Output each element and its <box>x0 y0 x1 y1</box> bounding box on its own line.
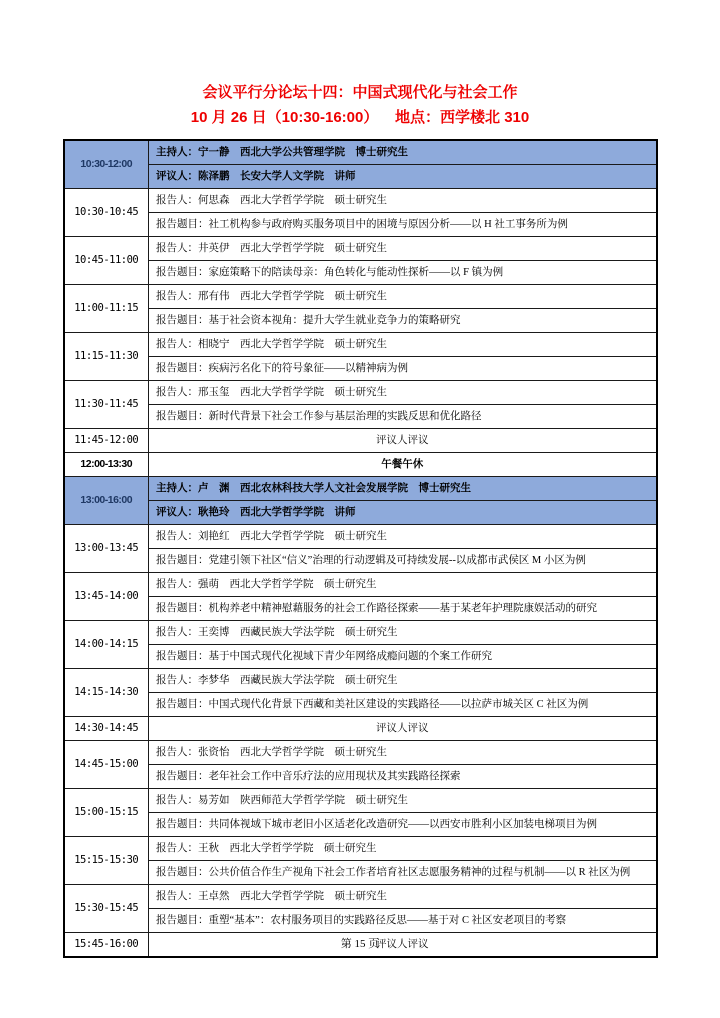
talk-row <box>64 597 657 621</box>
review-cell: 评议人评议 <box>149 717 657 741</box>
talk-row <box>64 237 657 261</box>
review-cell: 评议人评议 <box>149 429 657 453</box>
presenter-cell: 报告人：相晓宁 西北大学哲学学院 硕士研究生 <box>149 333 657 357</box>
session-header-row <box>64 165 657 189</box>
talk-row <box>64 765 657 789</box>
schedule-table <box>63 139 658 958</box>
discussant-cell: 评议人：陈泽鹏 长安大学人文学院 讲师 <box>149 165 657 189</box>
time-cell: 15:00-15:15 <box>64 789 149 837</box>
presenter-cell: 报告人：李梦华 西藏民族大学法学院 硕士研究生 <box>149 669 657 693</box>
review-cell: 评议人评议 <box>149 933 657 958</box>
time-cell: 13:00-16:00 <box>64 477 149 525</box>
page-footer: 第 15 页 <box>340 938 380 950</box>
talk-row <box>64 861 657 885</box>
session-header-row <box>64 501 657 525</box>
talk-row <box>64 405 657 429</box>
presenter-cell: 报告人：王奕博 西藏民族大学法学院 硕士研究生 <box>149 621 657 645</box>
time-cell: 13:00-13:45 <box>64 525 149 573</box>
time-cell: 12:00-13:30 <box>64 453 149 477</box>
moderator-cell: 主持人：宁一静 西北大学公共管理学院 博士研究生 <box>149 140 657 165</box>
topic-cell: 报告题目：老年社会工作中音乐疗法的应用现状及其实践路径探索 <box>149 765 657 789</box>
session-header-row <box>64 477 657 501</box>
talk-row <box>64 645 657 669</box>
moderator-cell: 主持人：卢 渊 西北农林科技大学人文社会发展学院 博士研究生 <box>149 477 657 501</box>
break-cell: 午餐午休 <box>149 453 657 477</box>
talk-row <box>64 621 657 645</box>
time-cell: 11:30-11:45 <box>64 381 149 429</box>
talk-row <box>64 573 657 597</box>
talk-row <box>64 789 657 813</box>
talk-row <box>64 837 657 861</box>
schedule-table-body <box>64 140 657 957</box>
topic-cell: 报告题目：基于中国式现代化视域下青少年网络成瘾问题的个案工作研究 <box>149 645 657 669</box>
topic-cell: 报告题目：共同体视域下城市老旧小区适老化改造研究——以西安市胜利小区加装电梯项目为例 <box>149 813 657 837</box>
talk-row <box>64 357 657 381</box>
topic-cell: 报告题目：公共价值合作生产视角下社会工作者培育社区志愿服务精神的过程与机制——以 R 社区为例 <box>149 861 657 885</box>
presenter-cell: 报告人：何思森 西北大学哲学学院 硕士研究生 <box>149 189 657 213</box>
talk-row <box>64 549 657 573</box>
topic-cell: 报告题目：党建引领下社区“信义”治理的行动逻辑及可持续发展--以成都市武侯区 M 小区为例 <box>149 549 657 573</box>
time-cell: 11:00-11:15 <box>64 285 149 333</box>
time-cell: 11:15-11:30 <box>64 333 149 381</box>
time-cell: 15:30-15:45 <box>64 885 149 933</box>
page-title: 会议平行分论坛十四：中国式现代化与社会工作 <box>202 84 518 101</box>
talk-row <box>64 741 657 765</box>
topic-cell: 报告题目：重塑“基本”：农村服务项目的实践路径反思——基于对 C 社区安老项目的考察 <box>149 909 657 933</box>
time-cell: 14:00-14:15 <box>64 621 149 669</box>
presenter-cell: 报告人：邢玉玺 西北大学哲学学院 硕士研究生 <box>149 381 657 405</box>
topic-cell: 报告题目：基于社会资本视角：提升大学生就业竞争力的策略研究 <box>149 309 657 333</box>
presenter-cell: 报告人：刘艳红 西北大学哲学学院 硕士研究生 <box>149 525 657 549</box>
single-row <box>64 429 657 453</box>
talk-row <box>64 693 657 717</box>
topic-cell: 报告题目：社工机构参与政府购买服务项目中的困境与原因分析——以 H 社工事务所为例 <box>149 213 657 237</box>
presenter-cell: 报告人：井英伊 西北大学哲学学院 硕士研究生 <box>149 237 657 261</box>
time-cell: 10:30-12:00 <box>64 140 149 189</box>
topic-cell: 报告题目：疾病污名化下的符号象征——以精神病为例 <box>149 357 657 381</box>
page-subtitle: 10 月 26 日（10:30-16:00） 地点：西学楼北 310 <box>190 109 530 126</box>
talk-row <box>64 813 657 837</box>
topic-cell: 报告题目：新时代背景下社会工作参与基层治理的实践反思和优化路径 <box>149 405 657 429</box>
presenter-cell: 报告人：强萌 西北大学哲学学院 硕士研究生 <box>149 573 657 597</box>
talk-row <box>64 909 657 933</box>
talk-row <box>64 669 657 693</box>
talk-row <box>64 213 657 237</box>
presenter-cell: 报告人：王卓然 西北大学哲学学院 硕士研究生 <box>149 885 657 909</box>
topic-cell: 报告题目：机构养老中精神慰藉服务的社会工作路径探索——基于某老年护理院康娱活动的研究 <box>149 597 657 621</box>
talk-row <box>64 885 657 909</box>
presenter-cell: 报告人：易芳如 陕西师范大学哲学学院 硕士研究生 <box>149 789 657 813</box>
talk-row <box>64 381 657 405</box>
topic-cell: 报告题目：中国式现代化背景下西藏和美社区建设的实践路径——以拉萨市城关区 C 社区为例 <box>149 693 657 717</box>
talk-row <box>64 333 657 357</box>
presenter-cell: 报告人：张资怡 西北大学哲学学院 硕士研究生 <box>149 741 657 765</box>
time-cell: 13:45-14:00 <box>64 573 149 621</box>
time-cell: 15:15-15:30 <box>64 837 149 885</box>
talk-row <box>64 309 657 333</box>
talk-row <box>64 189 657 213</box>
time-cell: 14:30-14:45 <box>64 717 149 741</box>
time-cell: 14:15-14:30 <box>64 669 149 717</box>
single-row <box>64 717 657 741</box>
presenter-cell: 报告人：王秋 西北大学哲学学院 硕士研究生 <box>149 837 657 861</box>
time-cell: 10:30-10:45 <box>64 189 149 237</box>
talk-row <box>64 261 657 285</box>
session-header-row <box>64 140 657 165</box>
talk-row <box>64 525 657 549</box>
discussant-cell: 评议人：耿艳玲 西北大学哲学学院 讲师 <box>149 501 657 525</box>
time-cell: 15:45-16:00 <box>64 933 149 958</box>
presenter-cell: 报告人：邢有伟 西北大学哲学学院 硕士研究生 <box>149 285 657 309</box>
topic-cell: 报告题目：家庭策略下的陪读母亲：角色转化与能动性探析——以 F 镇为例 <box>149 261 657 285</box>
single-row <box>64 453 657 477</box>
talk-row <box>64 285 657 309</box>
time-cell: 10:45-11:00 <box>64 237 149 285</box>
time-cell: 11:45-12:00 <box>64 429 149 453</box>
time-cell: 14:45-15:00 <box>64 741 149 789</box>
